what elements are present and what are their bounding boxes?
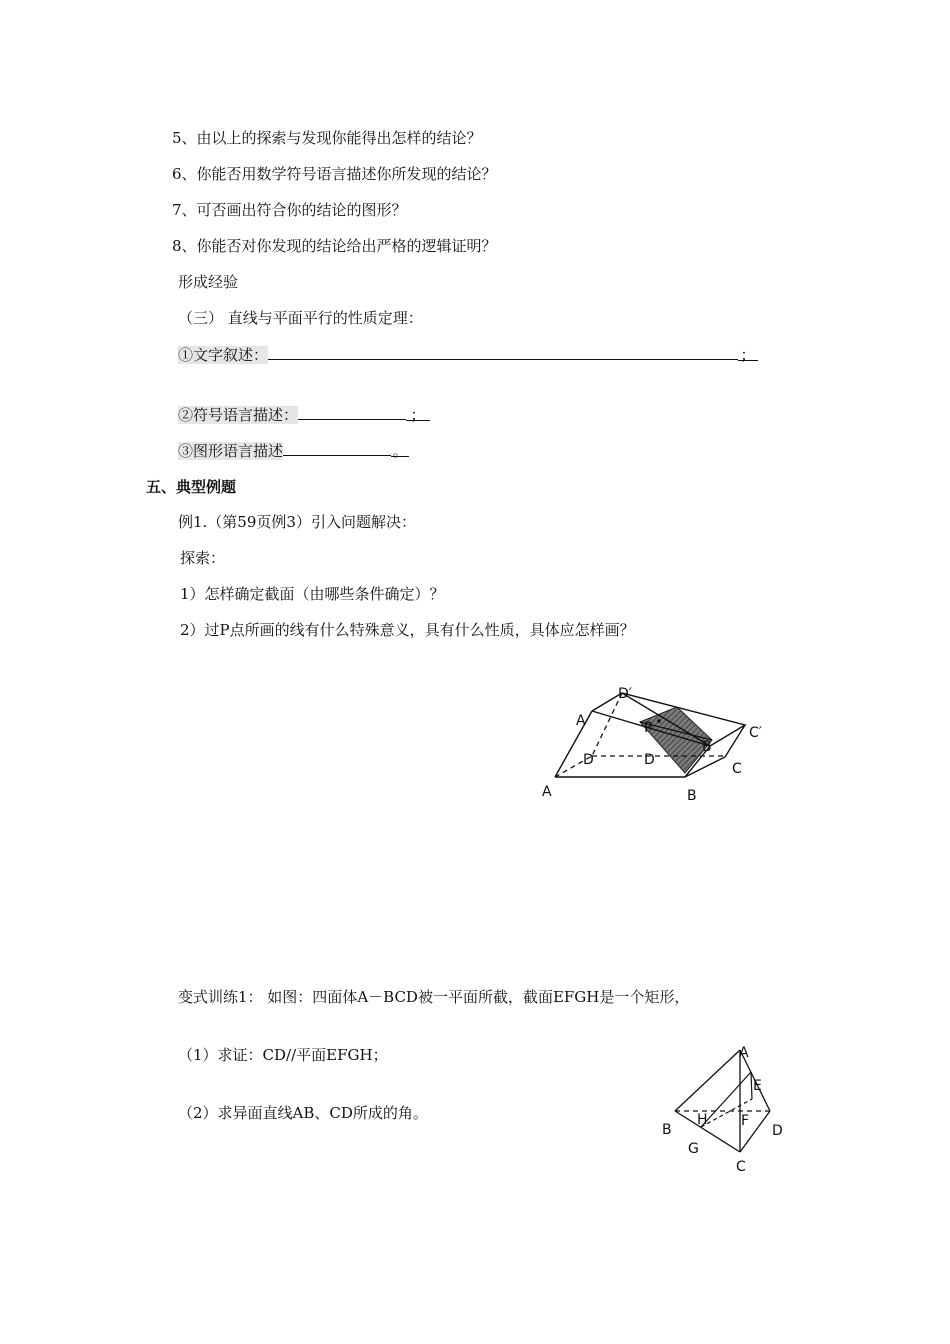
symbol-statement-blank[interactable] xyxy=(298,404,406,420)
experience-label: 形成经验 xyxy=(178,273,239,291)
text-statement-end: ； xyxy=(738,345,758,361)
symbol-statement-end: ； xyxy=(406,405,430,421)
label-d-mid: D xyxy=(644,752,655,768)
example-question-2: 2）过P点所画的线有什么特殊意义，具有什么性质，具体应怎样画？ xyxy=(180,621,635,639)
label-d-prime: D′ xyxy=(618,686,632,702)
label-e: E xyxy=(753,1078,762,1094)
tetrahedron-diagram xyxy=(655,1040,805,1180)
question-6: 6、你能否用数学符号语言描述你所发现的结论？ xyxy=(172,165,497,183)
label-c: C xyxy=(736,1159,746,1175)
section-edge-ef xyxy=(751,1072,752,1099)
label-h: H xyxy=(697,1112,708,1128)
edge-ab xyxy=(675,1050,740,1111)
label-a: A xyxy=(542,784,552,800)
text-statement-label: ①文字叙述： xyxy=(178,346,269,364)
label-a: A xyxy=(739,1045,749,1061)
question-7: 7、可否画出符合你的结论的图形？ xyxy=(172,201,407,219)
label-p: P xyxy=(644,720,653,736)
figure-statement-end: 。 xyxy=(392,442,408,460)
section-title: 五、典型例题 xyxy=(146,478,237,496)
figure-statement-blank[interactable] xyxy=(283,440,391,456)
figure-statement-label: ③图形语言描述 xyxy=(178,442,284,460)
prism-diagram xyxy=(530,680,780,810)
theorem-title: （三） 直线与平面平行的性质定理： xyxy=(178,309,423,327)
label-b: B xyxy=(687,788,697,804)
edge-cc xyxy=(725,725,745,757)
label-b-prime: B xyxy=(702,739,712,755)
label-a-prime: A xyxy=(576,713,586,729)
label-d-lower: D xyxy=(583,752,594,768)
text-statement-row xyxy=(178,344,758,365)
question-5: 5、由以上的探索与发现你能得出怎样的结论？ xyxy=(172,129,482,147)
explore-label: 探索： xyxy=(180,549,226,567)
symbol-statement-row xyxy=(178,404,430,425)
text-statement-blank[interactable] xyxy=(268,344,738,360)
label-c: C xyxy=(732,761,742,777)
label-f: F xyxy=(741,1113,750,1129)
example-question-1: 1）怎样确定截面（由哪些条件确定）？ xyxy=(180,585,445,603)
label-d: D xyxy=(772,1123,783,1139)
label-c-prime: C′ xyxy=(749,725,762,741)
label-b: B xyxy=(662,1122,672,1138)
figure-statement-row xyxy=(178,440,409,461)
variant-question-2: （2）求异面直线AB、CD所成的角。 xyxy=(178,1104,428,1122)
point-p xyxy=(657,719,661,723)
variant-question-1: （1）求证：CD//平面EFGH； xyxy=(178,1046,388,1064)
variant-intro: 变式训练1： 如图：四面体A－BCD被一平面所截，截面EFGH是一个矩形， xyxy=(178,988,690,1006)
label-g: G xyxy=(688,1141,699,1157)
symbol-statement-label: ②符号语言描述： xyxy=(178,406,299,424)
question-8: 8、你能否对你发现的结论给出严格的逻辑证明？ xyxy=(172,237,497,255)
example-title: 例1.（第59页例3）引入问题解决： xyxy=(178,513,416,531)
